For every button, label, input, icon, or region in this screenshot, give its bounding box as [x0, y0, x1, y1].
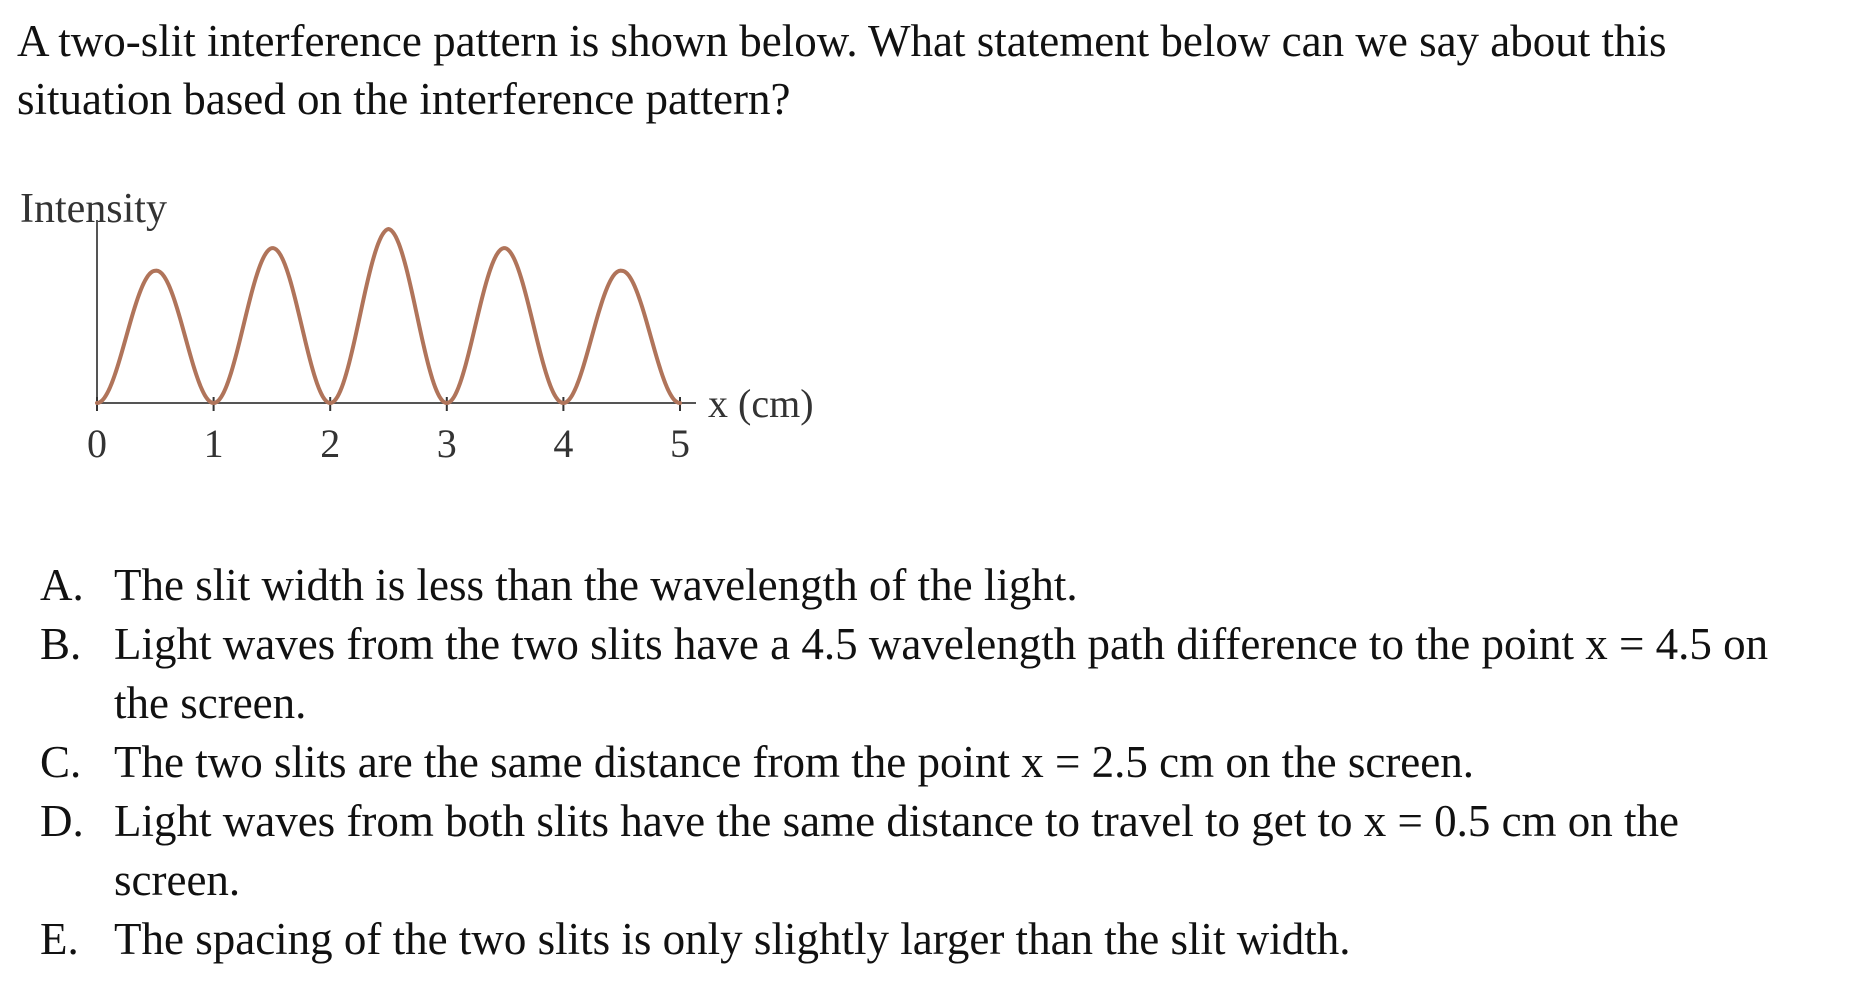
option-text: The two slits are the same distance from the point x = 2.5 cm on the screen. [114, 737, 1474, 787]
option-text: Light waves from the two slits have a 4.5 wavelength path difference to the point x = 4.5 on the screen. [114, 619, 1769, 728]
x-tick-label: 2 [320, 421, 341, 466]
option-letter: C. [40, 737, 82, 787]
intensity-curve [97, 229, 680, 403]
x-axis-label: x (cm) [708, 381, 814, 426]
option-b[interactable] [40, 615, 1840, 733]
option-text: The spacing of the two slits is only slightly larger than the slit width. [114, 914, 1351, 964]
question-text: A two-slit interference pattern is shown below. What statement below can we say about this situation based on the interference pattern? [17, 16, 1667, 124]
option-a[interactable] [40, 556, 1840, 615]
option-e[interactable] [40, 910, 1840, 969]
interference-pattern-figure [0, 185, 900, 485]
x-tick-group [87, 397, 690, 466]
option-text: The slit width is less than the wavelength of the light. [114, 560, 1078, 610]
x-tick-label: 5 [670, 421, 690, 466]
answer-options [40, 556, 1840, 969]
option-text: Light waves from both slits have the same distance to travel to get to x = 0.5 cm on the screen. [114, 796, 1680, 905]
option-letter: B. [40, 619, 82, 669]
option-letter: A. [40, 560, 84, 610]
x-tick-label: 3 [436, 421, 457, 466]
x-tick-label: 1 [203, 421, 224, 466]
y-axis-label: Intensity [20, 185, 167, 232]
option-c[interactable] [40, 733, 1840, 792]
option-letter: E. [40, 914, 79, 964]
x-tick-label: 4 [553, 421, 574, 466]
x-tick-label: 0 [87, 421, 107, 466]
option-letter: D. [40, 796, 84, 846]
option-d[interactable] [40, 792, 1840, 910]
intensity-chart [0, 185, 900, 485]
